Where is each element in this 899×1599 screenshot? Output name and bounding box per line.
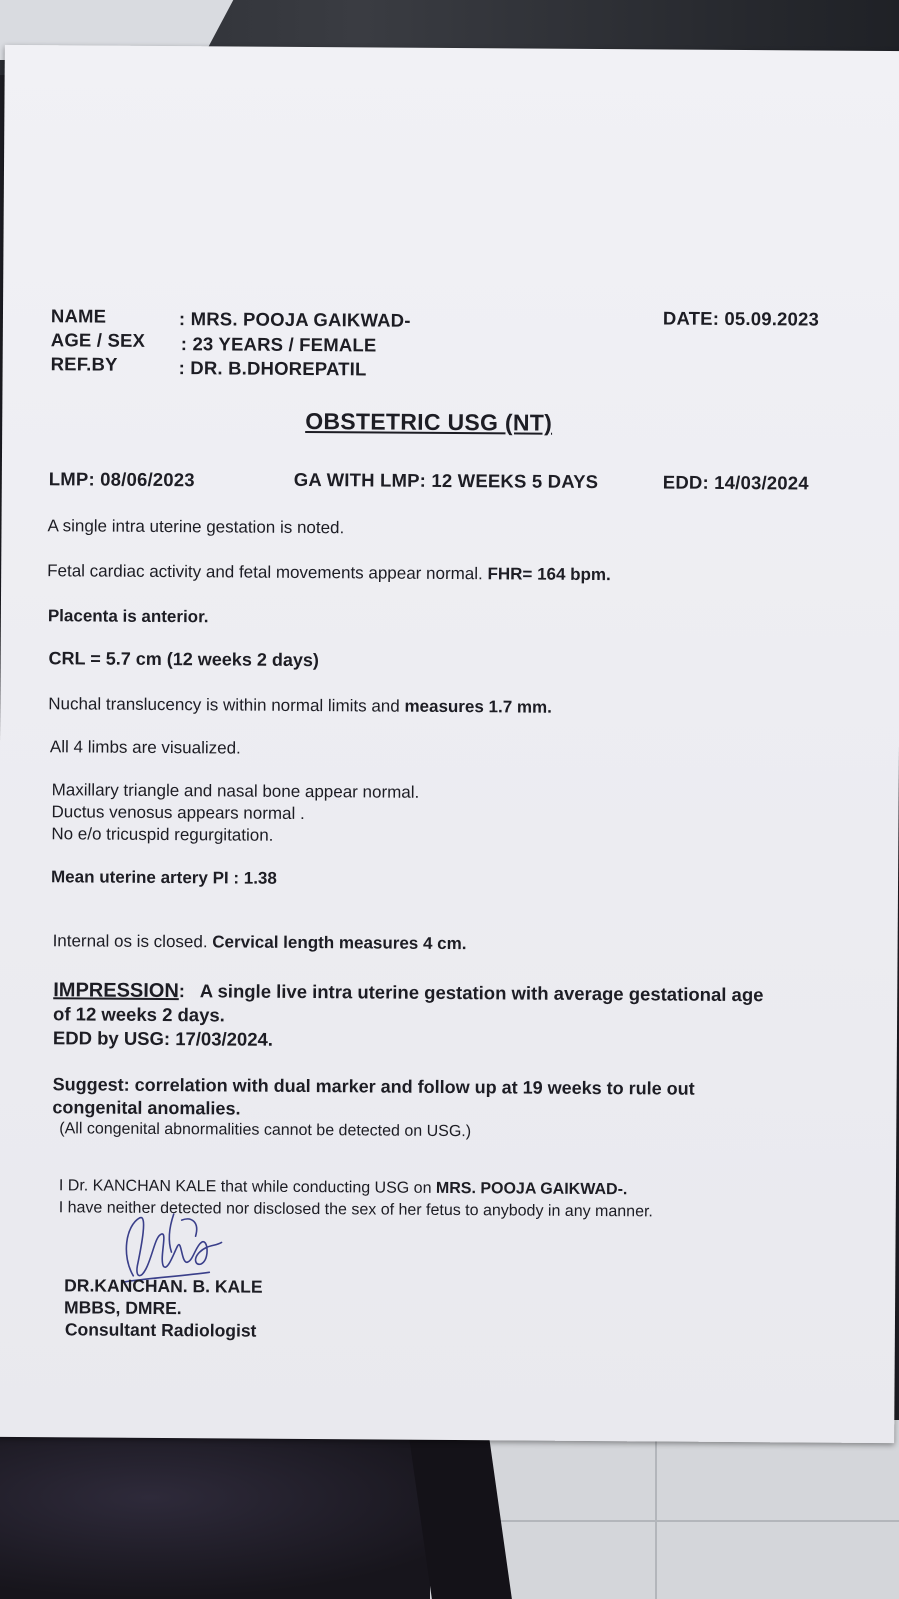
age-sex-label: AGE / SEX <box>50 329 146 351</box>
cervical-length: Cervical length measures 4 cm. <box>212 932 467 954</box>
declaration-line-2: I have neither detected nor disclosed the sex of her fetus to anybody in any manner. <box>58 1199 653 1221</box>
cardiac-text: Fetal cardiac activity and fetal movements appear normal. <box>47 561 483 584</box>
tricuspid-finding: No e/o tricuspid regurgitation. <box>51 824 274 845</box>
declaration-text: I Dr. KANCHAN KALE that while conducting USG on <box>58 1177 432 1197</box>
impression-line-1 <box>53 979 763 1006</box>
radiologist-name: DR.KANCHAN. B. KALE <box>64 1275 263 1297</box>
impression-line-2: of 12 weeks 2 days. <box>53 1003 225 1026</box>
ref-by-label: REF.BY <box>50 353 118 375</box>
radiologist-role: Consultant Radiologist <box>64 1319 257 1341</box>
report-date: DATE: 05.09.2023 <box>662 307 820 330</box>
placenta-finding: Placenta is anterior. <box>47 606 209 627</box>
floor-tile-line <box>655 1420 657 1599</box>
impression-label: IMPRESSION <box>53 979 179 1003</box>
declaration-patient: MRS. POOJA GAIKWAD-. <box>435 1179 628 1199</box>
nt-finding <box>48 693 552 718</box>
lmp-date: LMP: 08/06/2023 <box>48 468 195 491</box>
fhr-value: FHR= 164 bpm. <box>487 564 611 585</box>
crl-finding: CRL = 5.7 cm (12 weeks 2 days) <box>48 648 319 671</box>
name-label: NAME <box>50 305 107 327</box>
nt-measure: measures 1.7 mm. <box>404 696 552 717</box>
ref-by-value: : DR. B.DHOREPATIL <box>178 357 367 380</box>
uterine-pi-finding: Mean uterine artery PI : 1.38 <box>50 867 277 888</box>
os-text: Internal os is closed. <box>52 931 208 952</box>
ga-with-lmp: GA WITH LMP: 12 WEEKS 5 DAYS <box>293 468 599 493</box>
cervix-finding <box>53 930 467 954</box>
radiologist-degree: MBBS, DMRE. <box>63 1297 182 1319</box>
cardiac-finding <box>47 560 611 585</box>
maxillary-finding: Maxillary triangle and nasal bone appear normal. <box>51 780 420 802</box>
report-page <box>0 45 899 1443</box>
impression-colon: : <box>178 980 186 1002</box>
name-value: : MRS. POOJA GAIKWAD- <box>178 308 411 331</box>
suggest-line-1: Suggest: correlation with dual marker and follow up at 19 weeks to rule out <box>52 1074 695 1099</box>
nt-text: Nuchal translucency is within normal limits and <box>48 694 400 716</box>
impression-edd: EDD by USG: 17/03/2024. <box>52 1027 274 1050</box>
report-title: OBSTETRIC USG (NT) <box>305 407 553 436</box>
declaration-line-1 <box>59 1175 628 1200</box>
suggest-line-2: congenital anomalies. <box>52 1097 241 1119</box>
gestation-finding: A single intra uterine gestation is noted. <box>47 516 345 538</box>
suggest-note: (All congenital abnormalities cannot be detected on USG.) <box>59 1120 472 1141</box>
age-sex-value: : 23 YEARS / FEMALE <box>180 333 377 356</box>
ductus-finding: Ductus venosus appears normal . <box>51 802 305 823</box>
impression-text: A single live intra uterine gestation with average gestational age <box>199 980 764 1006</box>
limbs-finding: All 4 limbs are visualized. <box>49 737 241 758</box>
edd-lmp: EDD: 14/03/2024 <box>662 471 809 494</box>
